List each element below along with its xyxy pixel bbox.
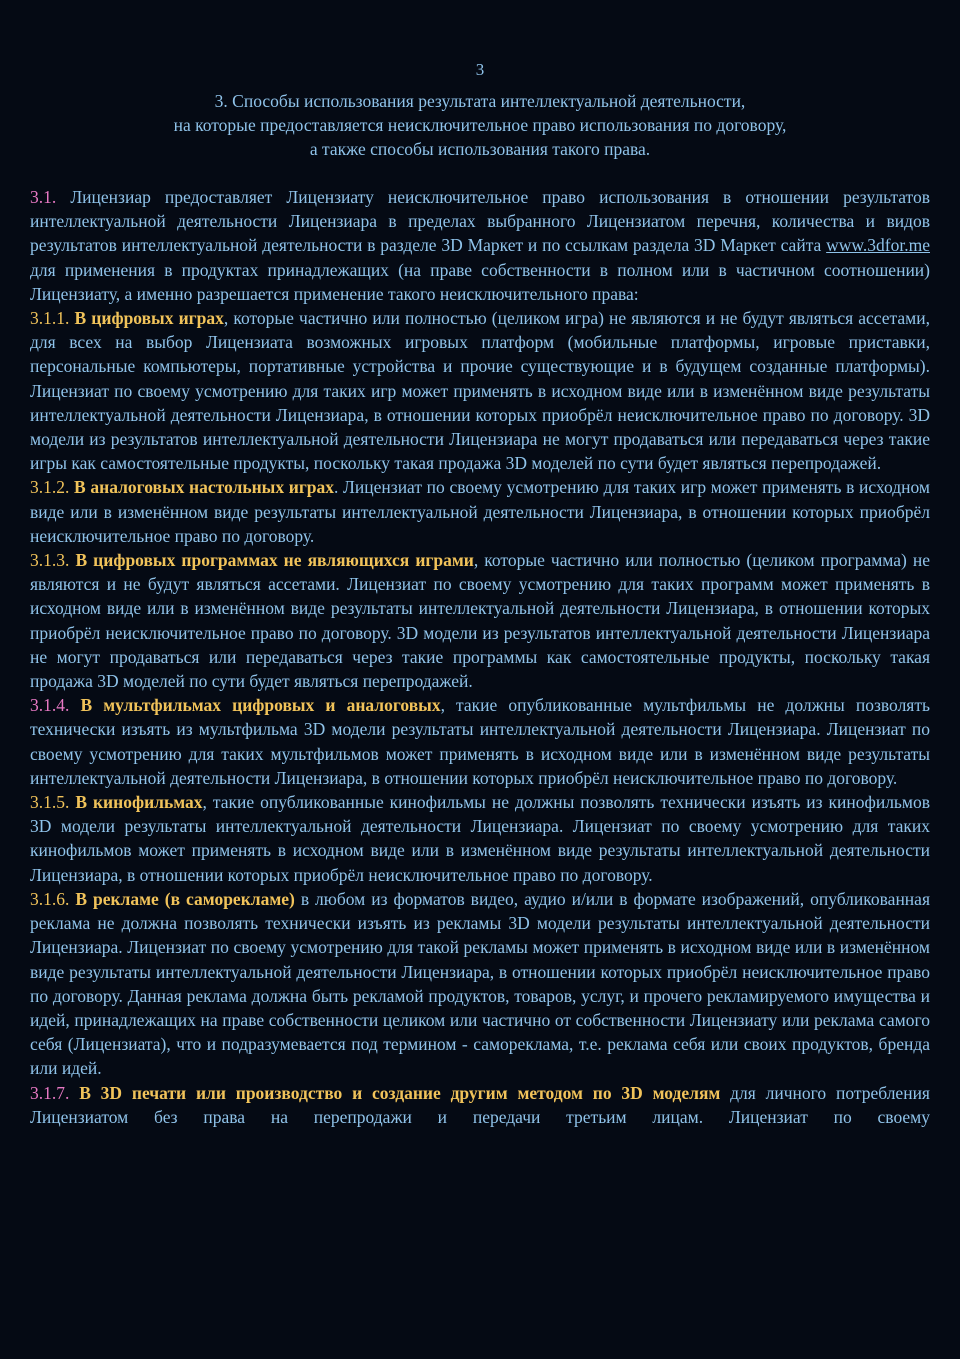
clause-title: В аналоговых настольных играх [74, 477, 335, 498]
paragraph-text: , такие опубликованные кинофильмы не должны позволять технически изъять из кинофильмов 3D модели результаты интеллектуальной деятельности Лицензиара. Лицензиат по своему усмотрению для таких кинофильмов может применять в исходном виде или в изменённом виде результаты интеллектуальной деятельности Лицензиара, в отношении которых приобрёл неисключительное право по договору. [30, 792, 931, 885]
clause-title: В кинофильмах [75, 792, 203, 813]
heading-line-3: а также способы использования такого права. [309, 139, 651, 159]
paragraph-3-1-7 [30, 1081, 930, 1129]
paragraph-text: , которые частично или полностью (целиком игра) не являются и не будут являться ассетами, для всех на выбор Лицензиата возможных игровых платформ (мобильные платформы, игровые приставки, персональные компьютеры, портативные устройства и прочие существующие и в будущем созданные платформы). Лицензиат по своему усмотрению для таких игр может применять в исходном виде или в изменённом виде результаты интеллектуальной деятельности Лицензиара, в отношении которых приобрёл неисключительное право по договору. 3D модели из результатов интеллектуальной деятельности Лицензиара не могут продаваться или передаваться через такие игры как самостоятельные продукты, поскольку такая продажа 3D моделей по сути будет являться перепродажей. [30, 308, 930, 474]
paragraph-text: для личного потребления Лицензиатом без права на перепродажи и передачи третьим лицам. Лицензиат по своему [30, 1082, 930, 1127]
paragraph-text: Лицензиар предоставляет Лицензиату неисключительное право использования в отношении результатов интеллектуальной деятельности Лицензиара в пределах выбранного Лицензиатом перечня, количества и видов результатов интеллектуальной деятельности в разделе 3D Маркет и по ссылкам раздела 3D Маркет сайта [30, 187, 930, 256]
paragraph-3-1-3 [30, 548, 930, 693]
site-link[interactable]: www.3dfor.me [826, 235, 930, 256]
clause-number: 3.1.2. [30, 477, 70, 498]
clause-number: 3.1.5. [30, 792, 70, 813]
clause-title: В цифровых программах не являющихся играми [75, 550, 474, 571]
heading-line-1: 3. Способы использования результата интеллектуальной деятельности, [214, 91, 746, 111]
paragraph-3-1-5 [30, 790, 930, 887]
paragraph-3-1 [30, 185, 930, 306]
paragraph-text: , которые частично или полностью (целиком программа) не являются и не будут являться ассетами. Лицензиат по своему усмотрению для таких программ может применять в исходном виде или в изменённом виде результаты интеллектуальной деятельности Лицензиара, в отношении которых приобрёл неисключительное право по договору. 3D модели из результатов интеллектуальной деятельности Лицензиара не могут продаваться или передаваться через такие программы как самостоятельные продукты, поскольку такая продажа 3D моделей по сути будет являться перепродажей. [30, 550, 931, 692]
heading-line-2: на которые предоставляется неисключительное право использования по договору, [173, 115, 787, 135]
clause-title: В 3D печати или производство и создание другим методом по 3D моделям [79, 1082, 721, 1103]
clause-title: В цифровых играх [74, 308, 224, 329]
clause-number: 3.1.1. [30, 308, 70, 329]
paragraph-3-1-2 [30, 475, 930, 548]
paragraph-text: , такие опубликованные мультфильмы не должны позволять технически изъять из мультфильма 3D модели результаты интеллектуальной деятельности Лицензиара. Лицензиат по своему усмотрению для таких мультфильмов может применять в исходном виде или в изменённом виде результаты интеллектуальной деятельности Лицензиара, в отношении которых приобрёл неисключительное право по договору. [30, 695, 930, 788]
clause-number: 3.1.6. [30, 888, 70, 909]
paragraph-3-1-4 [30, 693, 930, 790]
clause-title: В рекламе (в саморекламе) [75, 888, 295, 909]
clause-title: В мультфильмах цифровых и аналоговых [80, 695, 441, 716]
clause-number: 3.1.4. [30, 695, 70, 716]
clause-number: 3.1. [30, 187, 57, 207]
section-heading [60, 89, 900, 161]
page-number: 3 [475, 60, 485, 79]
document-body [30, 185, 930, 1129]
clause-number: 3.1.3. [30, 550, 70, 571]
paragraph-text: . Лицензиат по своему усмотрению для таких игр может применять в исходном виде или в изменённом виде результаты интеллектуальной деятельности Лицензиара, в отношении которых приобрёл неисключительное право по договору. [30, 477, 931, 546]
clause-number: 3.1.7. [30, 1082, 70, 1103]
paragraph-3-1-1 [30, 306, 930, 475]
paragraph-text: в любом из форматов видео, аудио и/или в формате изображений, опубликованная реклама не должна позволять технически изъять из рекламы 3D модели результаты интеллектуальной деятельности Лицензиара. Лицензиат по своему усмотрению для такой рекламы может применять в исходном виде или в изменённом виде результаты интеллектуальной деятельности Лицензиара, в отношении которых приобрёл неисключительное право по договору. Данная реклама должна быть рекламой продуктов, товаров, услуг, и прочего рекламируемого имущества и идей, принадлежащих на праве собственности целиком или частично от собственности Лицензиату или реклама самого себя (Лицензиата), что и подразумевается под термином - самореклама, т.е. реклама себя или своих продуктов, бренда или идей. [30, 888, 930, 1079]
paragraph-text: для применения в продуктах принадлежащих (на праве собственности в полном или в частичном соотношении) Лицензиату, а именно разрешается применение такого неисключительного права: [30, 259, 930, 304]
paragraph-3-1-6 [30, 887, 930, 1081]
